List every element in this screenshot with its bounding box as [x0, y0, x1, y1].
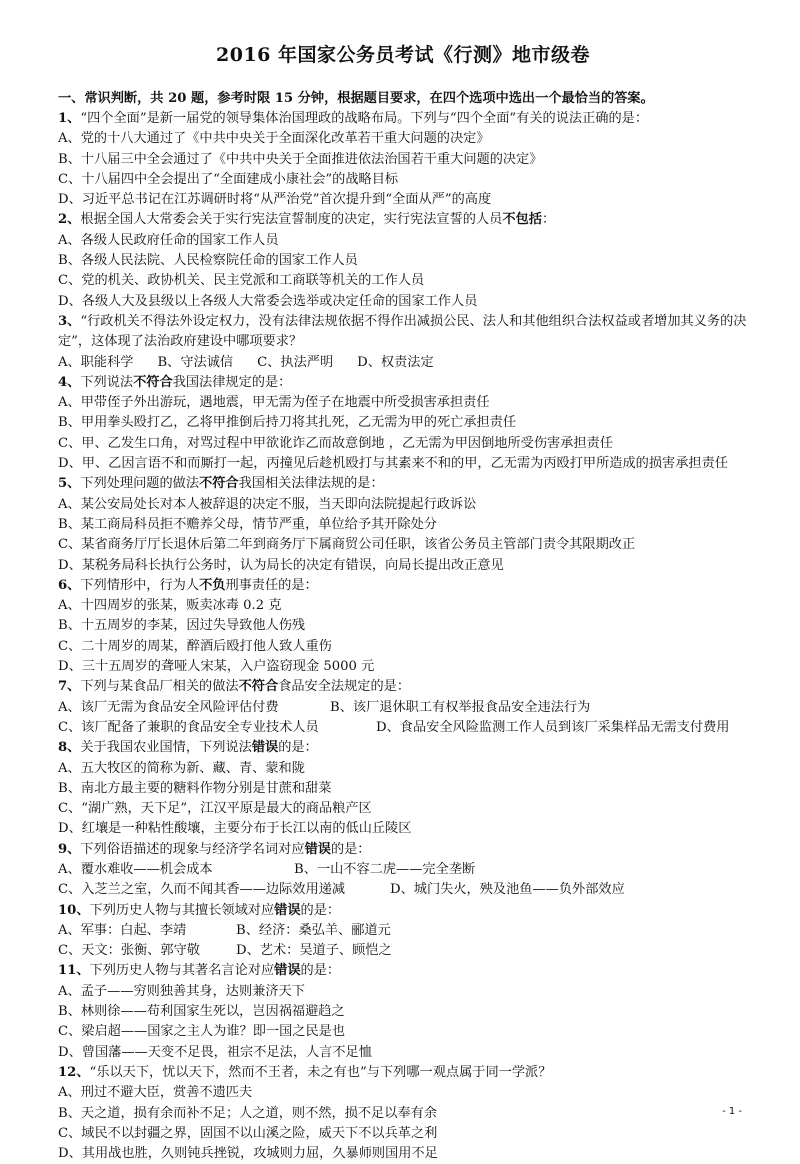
question-stem-end: 的是： — [330, 841, 371, 857]
question-stem: 下列与某食品厂相关的做法 — [80, 679, 239, 695]
question-number: 5、 — [58, 476, 81, 492]
option: A、该厂无需为食品安全风险评估付费 — [58, 699, 279, 715]
question-stem-emphasis: 不负 — [199, 577, 226, 593]
option: C、梁启超——国家之主人为谁？即一国之民是也 — [58, 1024, 346, 1040]
question-6 — [58, 576, 748, 596]
question-8 — [58, 738, 748, 758]
question-number: 6、 — [58, 577, 81, 593]
option-row — [58, 353, 748, 373]
option: C、甲、乙发生口角，对骂过程中甲欲讹诈乙而故意倒地 ，乙无需为甲因倒地所受伤害承担责任 — [58, 435, 613, 451]
option: D、艺术：吴道子、顾恺之 — [236, 943, 392, 959]
question-number: 7、 — [58, 679, 81, 695]
option-row — [58, 698, 748, 718]
option-row — [58, 860, 748, 880]
option-row — [58, 941, 748, 961]
section-heading: 一、常识判断，共 20 题，参考时限 15 分钟，根据题目要求，在四个选项中选出一个最恰当的答案。 — [58, 91, 654, 106]
option: D、习近平总书记在江苏调研时将“从严治党”首次提升到“全面从严”的高度 — [58, 192, 492, 208]
question-number: 10、 — [58, 902, 90, 918]
option: B、经济：桑弘羊、郦道元 — [236, 922, 391, 938]
option: A、五大牧区的简称为新、藏、青、蒙和陇 — [58, 760, 305, 776]
question-stem-end: 食品安全法规定的是： — [278, 679, 411, 695]
question-number: 8、 — [58, 740, 81, 756]
question-9 — [58, 840, 748, 860]
option: A、覆水难收——机会成本 — [58, 861, 213, 877]
option: D、权责法定 — [357, 354, 434, 370]
option: B、十八届三中全会通过了《中共中央关于全面推进依法治国若干重大问题的决定》 — [58, 151, 543, 167]
option: A、职能科学 — [58, 354, 134, 370]
option: B、天之道，损有余而补不足；人之道，则不然，损不足以奉有余 — [58, 1105, 437, 1121]
option: D、各级人大及县级以上各级人大常委会选举或决定任命的国家工作人员 — [58, 293, 478, 309]
page-title: 2016 年国家公务员考试《行测》地市级卷 — [216, 44, 590, 66]
question-stem: 下列说法 — [80, 374, 134, 390]
option: B、十五周岁的李某，因过失导致他人伤残 — [58, 618, 306, 634]
option: A、刑过不避大臣，赏善不遗匹夫 — [58, 1085, 253, 1101]
question-number: 12、 — [58, 1064, 90, 1080]
question-4 — [58, 373, 748, 393]
option: B、某工商局科员拒不赡养父母，情节严重，单位给予其开除处分 — [58, 516, 437, 532]
option: C、二十周岁的周某，醉酒后殴打他人致人重伤 — [58, 638, 332, 654]
option-row — [58, 921, 748, 941]
option-row — [58, 880, 748, 900]
option: A、军事：白起、李靖 — [58, 922, 187, 938]
question-stem-end: ： — [541, 212, 556, 228]
option: A、党的十八大通过了《中共中央关于全面深化改革若干重大问题的决定》 — [58, 131, 490, 147]
option: C、该厂配备了兼职的食品安全专业技术人员 — [58, 719, 319, 735]
question-stem: “四个全面”是新一届党的领导集体治国理政的战略布局。下列与“四个全面”有关的说法正确的是： — [80, 111, 649, 126]
option: D、曾国藩——天变不足畏，祖宗不足法，人言不足恤 — [58, 1044, 372, 1060]
option: B、各级人民法院、人民检察院任命的国家工作人员 — [58, 253, 358, 269]
question-5 — [58, 474, 748, 494]
document-page — [58, 40, 748, 1164]
option-row — [58, 718, 748, 738]
option: D、三十五周岁的聋哑人宋某，入户盗窃现金 5000 元 — [58, 659, 375, 675]
option: B、一山不容二虎——完全垄断 — [294, 861, 476, 877]
question-1 — [58, 109, 748, 129]
question-stem-emphasis: 错误 — [274, 902, 301, 918]
page-number: - 1 - — [722, 1106, 742, 1117]
option: C、十八届四中全会提出了“全面建成小康社会”的战略目标 — [58, 171, 399, 187]
question-12 — [58, 1063, 748, 1083]
option: B、林则徐——苟利国家生死以，岂因祸福避趋之 — [58, 1004, 345, 1020]
question-number: 11、 — [58, 963, 90, 979]
question-number: 1、 — [58, 111, 81, 126]
option: D、城门失火，殃及池鱼——负外部效应 — [390, 882, 625, 898]
option: C、入芝兰之室，久而不闻其香——边际效用递减 — [58, 882, 346, 898]
question-10 — [58, 901, 748, 921]
question-11 — [58, 961, 748, 981]
option: D、某税务局科长执行公务时，认为局长的决定有错误，向局长提出改正意见 — [58, 557, 504, 573]
question-stem-emphasis: 不符合 — [199, 476, 239, 492]
question-number: 9、 — [58, 841, 81, 857]
option: A、十四周岁的张某，贩卖冰毒 0.2 克 — [58, 598, 282, 614]
question-stem-emphasis: 错误 — [274, 963, 301, 979]
option: A、孟子——穷则独善其身，达则兼济天下 — [58, 983, 305, 999]
question-stem: 下列处理问题的做法 — [80, 476, 200, 492]
question-stem-end: 我国相关法律法规的是： — [238, 476, 384, 492]
question-stem-end: 刑事责任的是： — [225, 577, 318, 593]
question-stem-end: 的是： — [300, 963, 341, 979]
option: D、食品安全风险监测工作人员到该厂采集样品无需支付费用 — [376, 719, 730, 735]
option: D、甲、乙因言语不和而厮打一起，丙撞见后趁机殴打与其素来不和的甲，乙无需为丙殴打甲所造成的损害承担责任 — [58, 456, 728, 472]
question-7 — [58, 677, 748, 697]
question-stem: 下列历史人物与其擅长领域对应 — [89, 902, 275, 918]
question-stem: 根据全国人大常委会关于实行宪法宣誓制度的决定，实行宪法宣誓的人员 — [80, 212, 503, 228]
option: C、党的机关、政协机关、民主党派和工商联等机关的工作人员 — [58, 273, 425, 289]
question-stem: “乐以天下，忧以天下，然而不王者，未之有也”与下列哪一观点属于同一学派？ — [89, 1064, 552, 1080]
option: C、某省商务厅厅长退休后第二年到商务厅下属商贸公司任职，该省公务员主管部门责令其限期改正 — [58, 537, 636, 553]
question-stem: “行政机关不得法外设定权力，没有法律法规依据不得作出减损公民、法人和其他组织合法权益或者增加其义务的决定”，这体现了法治政府建设中哪项要求？ — [58, 313, 747, 350]
question-number: 4、 — [58, 374, 81, 390]
option: C、天文：张衡、郭守敬 — [58, 943, 200, 959]
option: B、南北方最主要的糖料作物分别是甘蔗和甜菜 — [58, 780, 332, 796]
question-stem-end: 我国法律规定的是： — [172, 374, 292, 390]
option: D、其用战也胜，久则钝兵挫锐，攻城则力屈，久暴师则国用不足 — [58, 1146, 438, 1162]
option: A、甲带侄子外出游玩，遇地震，甲无需为侄子在地震中所受损害承担责任 — [58, 395, 490, 411]
question-number: 2、 — [58, 212, 81, 228]
question-stem-emphasis: 错误 — [304, 841, 331, 857]
option: A、某公安局处长对本人被辞退的决定不服，当天即向法院提起行政诉讼 — [58, 496, 477, 512]
question-stem: 关于我国农业国情，下列说法 — [80, 740, 252, 756]
option: C、域民不以封疆之界，固国不以山溪之险，威天下不以兵革之利 — [58, 1125, 438, 1141]
option: B、甲用拳头殴打乙，乙将甲推倒后持刀将其扎死，乙无需为甲的死亡承担责任 — [58, 415, 517, 431]
question-stem-emphasis: 不符合 — [238, 679, 279, 695]
option: B、守法诚信 — [157, 354, 234, 370]
question-stem-emphasis: 不包括 — [502, 212, 542, 228]
option: A、各级人民政府任命的国家工作人员 — [58, 232, 279, 248]
question-stem-end: 的是： — [278, 740, 318, 756]
option: C、“湖广熟，天下足”，江汉平原是最大的商品粮产区 — [58, 801, 372, 817]
question-3 — [58, 312, 748, 353]
question-stem-emphasis: 错误 — [251, 740, 279, 756]
question-stem-end: 的是： — [300, 902, 341, 918]
option: D、红壤是一种粘性酸壤，主要分布于长江以南的低山丘陵区 — [58, 821, 412, 837]
question-stem: 下列历史人物与其著名言论对应 — [89, 963, 275, 979]
option: C、执法严明 — [257, 354, 334, 370]
question-number: 3、 — [58, 313, 81, 329]
question-stem: 下列情形中，行为人 — [80, 577, 200, 593]
option: B、该厂退休职工有权举报食品安全违法行为 — [330, 699, 591, 715]
question-stem-emphasis: 不符合 — [133, 374, 173, 390]
question-stem: 下列俗语描述的现象与经济学名词对应 — [80, 841, 305, 857]
question-2 — [58, 210, 748, 230]
